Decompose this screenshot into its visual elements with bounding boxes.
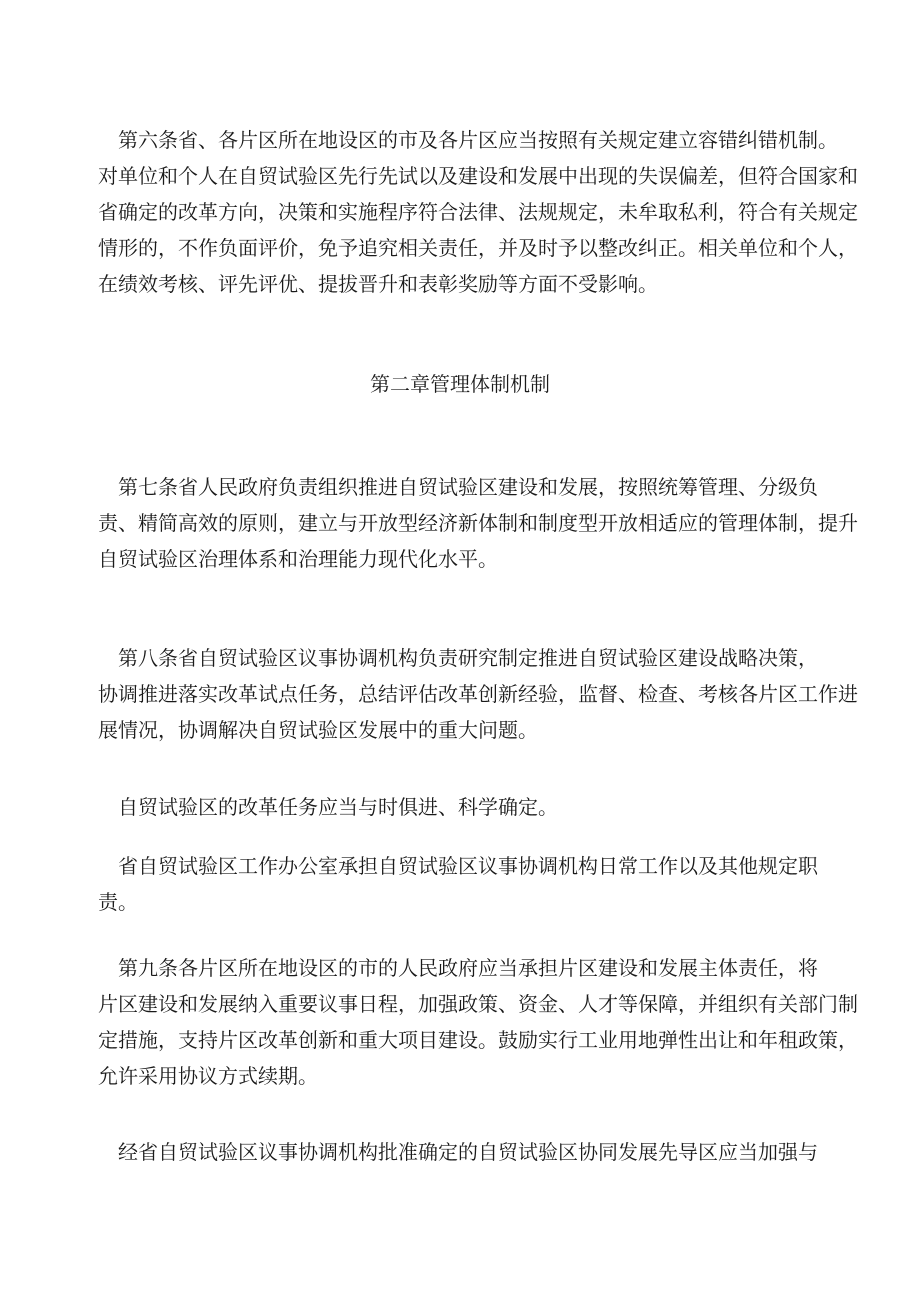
article-9-paragraph-2 xyxy=(118,1134,830,1170)
text-line: 协调推进落实改革试点任务，总结评估改革创新经验，监督、检查、考核各片区工作进 xyxy=(98,682,858,706)
text-line: 定措施，支持片区改革创新和重大项目建设。鼓励实行工业用地弹性出让和年租政策， xyxy=(98,1028,858,1052)
text-line: 省确定的改革方向，决策和实施程序符合法律、法规规定，未牟取私利，符合有关规定 xyxy=(98,200,858,224)
text-line: 责、精简高效的原则，建立与开放型经济新体制和制度型开放相适应的管理体制，提升 xyxy=(98,511,858,535)
text-line: 对单位和个人在自贸试验区先行先试以及建设和发展中出现的失误偏差，但符合国家和 xyxy=(98,164,858,188)
text-line: 自贸试验区治理体系和治理能力现代化水平。 xyxy=(98,547,498,571)
chapter-heading: 第二章管理体制机制 xyxy=(370,372,550,396)
text-line: 情形的，不作负面评价，免予追究相关责任，并及时予以整改纠正。相关单位和个人， xyxy=(98,236,858,260)
text-line: 责。 xyxy=(98,890,138,914)
article-9-paragraph xyxy=(98,950,858,1094)
text-line: 经省自贸试验区议事协调机构批准确定的自贸试验区协同发展先导区应当加强与 xyxy=(118,1140,818,1164)
text-line: 第九条各片区所在地设区的市的人民政府应当承担片区建设和发展主体责任，将 xyxy=(118,956,818,980)
text-line: 展情况，协调解决自贸试验区发展中的重大问题。 xyxy=(98,718,538,742)
text-line: 自贸试验区的改革任务应当与时俱进、科学确定。 xyxy=(118,795,558,819)
article-7-paragraph xyxy=(98,469,858,577)
article-6-paragraph xyxy=(98,122,858,302)
text-line: 第六条省、各片区所在地设区的市及各片区应当按照有关规定建立容错纠错机制。 xyxy=(118,128,838,152)
article-8-paragraph xyxy=(98,640,858,748)
article-8-paragraph-3 xyxy=(98,848,830,920)
text-line: 片区建设和发展纳入重要议事日程，加强政策、资金、人才等保障，并组织有关部门制 xyxy=(98,992,858,1016)
article-8-paragraph-2 xyxy=(118,789,830,825)
text-line: 第八条省自贸试验区议事协调机构负责研究制定推进自贸试验区建设战略决策， xyxy=(118,646,818,670)
text-line: 第七条省人民政府负责组织推进自贸试验区建设和发展，按照统筹管理、分级负 xyxy=(118,475,818,499)
text-line: 在绩效考核、评先评优、提拔晋升和表彰奖励等方面不受影响。 xyxy=(98,272,658,296)
text-line: 省自贸试验区工作办公室承担自贸试验区议事协调机构日常工作以及其他规定职 xyxy=(118,854,818,878)
text-line: 允许采用协议方式续期。 xyxy=(98,1064,318,1088)
